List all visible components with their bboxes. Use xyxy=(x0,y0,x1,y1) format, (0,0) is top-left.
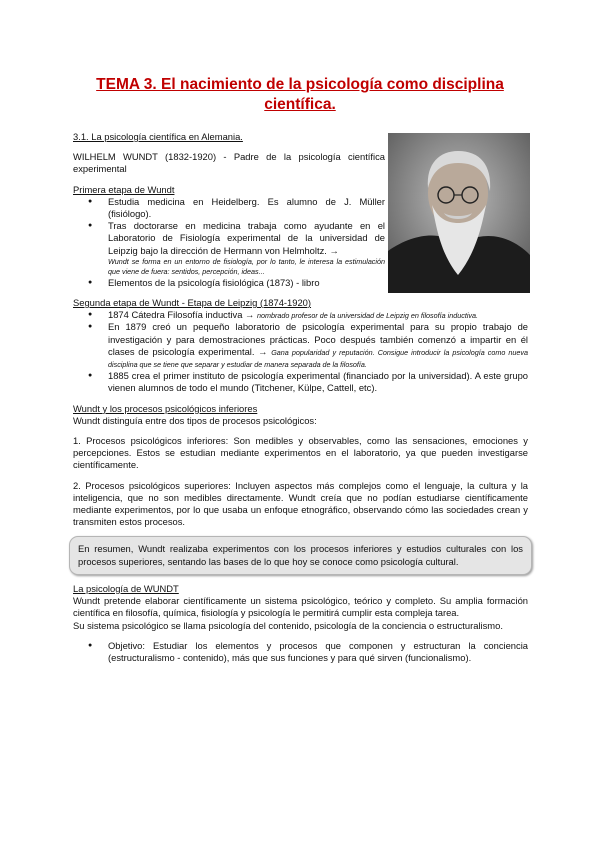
section-heading-procesos-inferiores: Wundt y los procesos psicológicos inferiores xyxy=(73,402,258,414)
document-body xyxy=(73,131,528,664)
summary-callout xyxy=(69,536,532,574)
list-item: ● Estudia medicina en Heidelberg. Es alumno de J. Müller (fisiólogo). xyxy=(73,196,385,220)
list-item: ● Tras doctorarse en medicina trabaja como ayudante en el Laboratorio de Fisiología experimental de la universidad de Leipzig bajo la dirección de Hermann von Helmholtz. → Wundt se forma en un entorno de fisiología, por lo tanto, le interesa la estimulación que viene de fuera: sentidos, percepción, ideas... xyxy=(73,220,385,277)
section-heading-psicologia-alemania: 3.1. La psicología científica en Alemania. xyxy=(73,131,243,142)
list-item: ● 1874 Cátedra Filosofía inductiva → nombrado profesor de la universidad de Leipzig en filosofía inductiva. xyxy=(73,309,528,321)
wundt-structuralism-paragraph: Su sistema psicológico se llama psicología del contenido, psicología de la conciencia o estructuralismo. xyxy=(73,619,503,631)
stage2-heading: Segunda etapa de Wundt - Etapa de Leipzig (1874-1920) xyxy=(73,297,312,309)
stage2-list xyxy=(73,309,528,394)
stage1-heading: Primera etapa de Wundt xyxy=(73,183,175,195)
wundt-system-paragraph: Wundt pretende elaborar científicamente un sistema psicológico, teórico y completo. Su amplia formación científica en filosofía, química, fisiología y psicología le permitirá cumplir esta compleja tarea. xyxy=(73,595,528,619)
list-item: ● Objetivo: Estudiar los elementos y procesos que componen y estructuran la conciencia (estructuralismo - contenido), más que sus funciones y para qué sirven (funcionalismo). xyxy=(73,640,528,664)
list-item: ● 1885 crea el primer instituto de psicología experimental (financiado por la universidad). A este grupo vienen alumnos de todo el mundo (Titchener, Külpe, Cattell, etc). xyxy=(73,370,528,394)
procesos-superiores-paragraph: 2. Procesos psicológicos superiores: Incluyen aspectos más complejos como el lenguaje, la cultura y la inteligencia, que no son medibles directamente. Wundt creía que no podían estudiarse científicamente mediante experimentos, por lo que usaba un enfoque etnográfico, observando cómo las sociedades crean y transmiten estos procesos. xyxy=(73,479,528,528)
list-item: ● Elementos de la psicología fisiológica (1873) - libro xyxy=(73,277,385,289)
objetivo-list xyxy=(73,640,528,664)
stage1-list xyxy=(73,196,385,289)
procesos-inferiores-paragraph: 1. Procesos psicológicos inferiores: Son medibles y observables, como las sensaciones, emociones y percepciones. Estos se estudian mediante experimentos en el laboratorio, ya que pueden investigarse científicamente. xyxy=(73,435,528,471)
section-heading-psicologia-wundt: La psicología de WUNDT xyxy=(73,582,179,594)
summary-text: En resumen, Wundt realizaba experimentos con los procesos inferiores y estudios culturales con los procesos superiores, sentando las bases de lo que hoy se conoce como psicología cultural. xyxy=(78,543,523,567)
wundt-intro: WILHELM WUNDT (1832-1920) - Padre de la psicología científica experimental xyxy=(73,151,385,175)
page-title: TEMA 3. El nacimiento de la psicología como disciplina científica. xyxy=(96,76,504,113)
procesos-intro: Wundt distinguía entre dos tipos de procesos psicológicos: xyxy=(73,414,317,426)
list-item: ● En 1879 creó un pequeño laboratorio de psicología experimental para su propio trabajo de investigación y para demostraciones prácticas. Poco después también comenzó a impartir en él clases de psicología experimental. → Gana popularidad y reputación. Consigue introducir la psicología como nueva disciplina que se tiene que separar y estudiar de manera separada de la filosofía. xyxy=(73,321,528,370)
